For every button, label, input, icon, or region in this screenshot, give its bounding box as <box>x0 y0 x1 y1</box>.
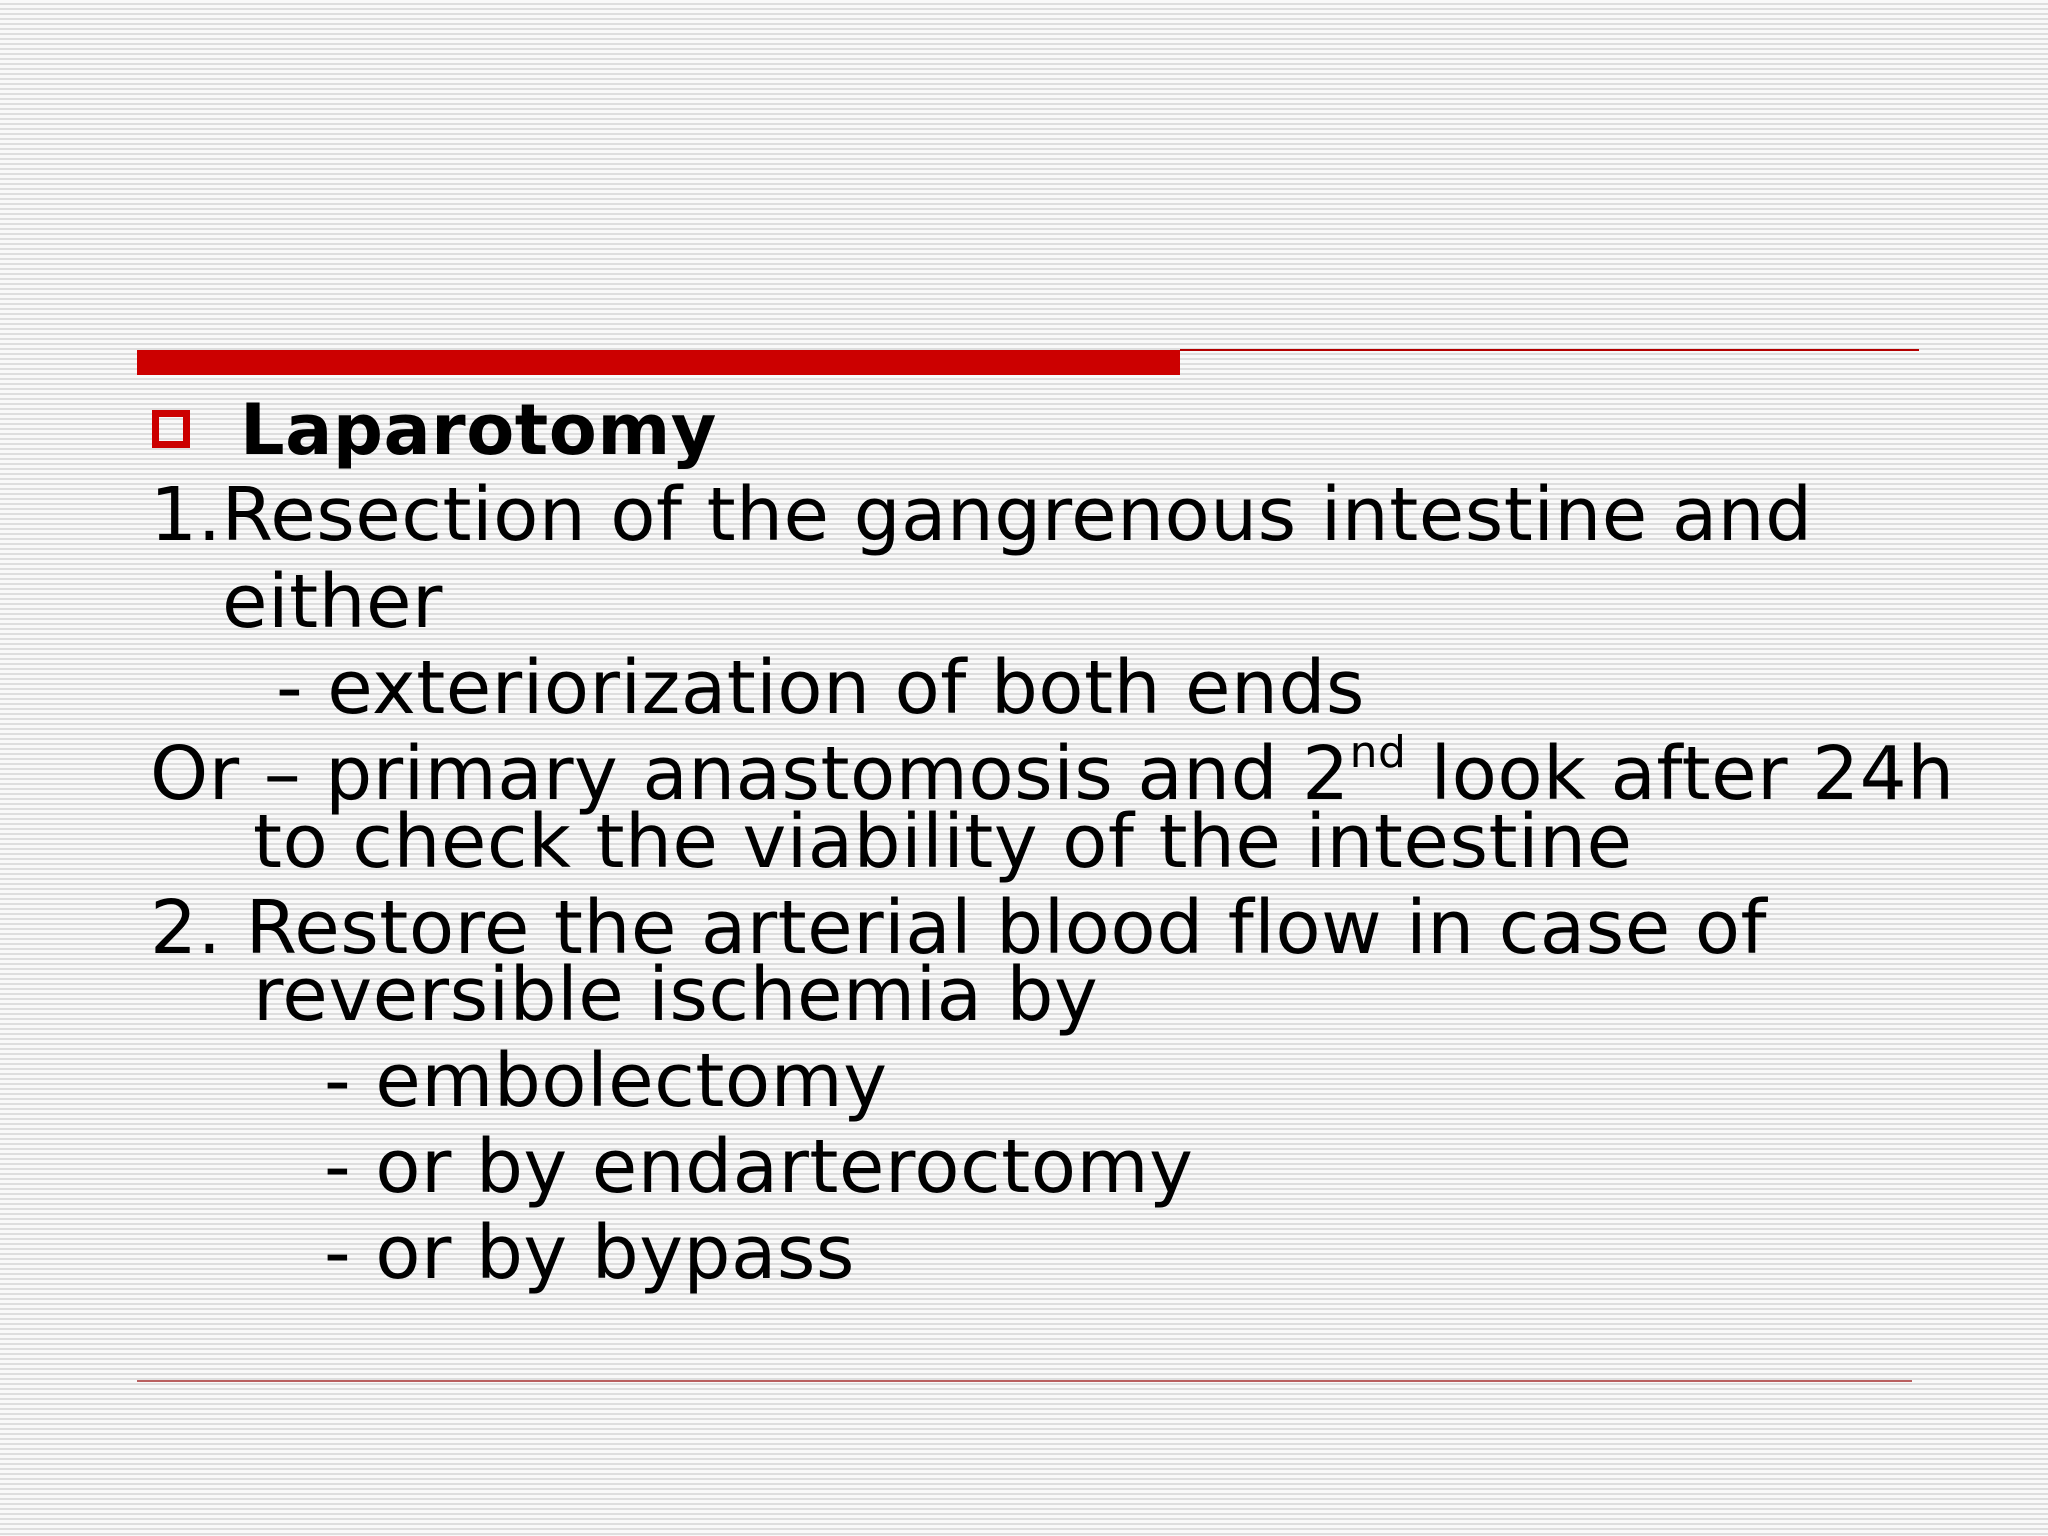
text-line-either: either <box>222 559 443 645</box>
text-line-bypass: - or by bypass <box>324 1210 855 1296</box>
heading-text: Laparotomy <box>240 389 717 471</box>
text-line-viability: to check the viability of the intestine <box>253 799 1633 885</box>
text-or-anastomosis-part1: Or – primary anastomosis and 2 <box>150 731 1350 817</box>
footer-rule <box>137 1380 1912 1382</box>
title-rule-thick <box>137 350 1180 375</box>
hollow-square-bullet-icon <box>152 410 190 448</box>
text-line-restore: 2. Restore the arterial blood flow in case of <box>150 885 1768 971</box>
text-line-endarteroctomy: - or by endarteroctomy <box>324 1124 1194 1210</box>
text-or-anastomosis-part2: look after 24h <box>1406 731 1955 817</box>
text-superscript-nd: nd <box>1349 727 1407 779</box>
text-line-reversible: reversible ischemia by <box>253 952 1099 1038</box>
text-line-exteriorization: - exteriorization of both ends <box>276 645 1365 731</box>
heading-line <box>152 389 717 471</box>
text-line-embolectomy: - embolectomy <box>324 1038 888 1124</box>
text-line-resection: 1.Resection of the gangrenous intestine and <box>150 472 1813 558</box>
title-rule-thin <box>1180 349 1919 351</box>
